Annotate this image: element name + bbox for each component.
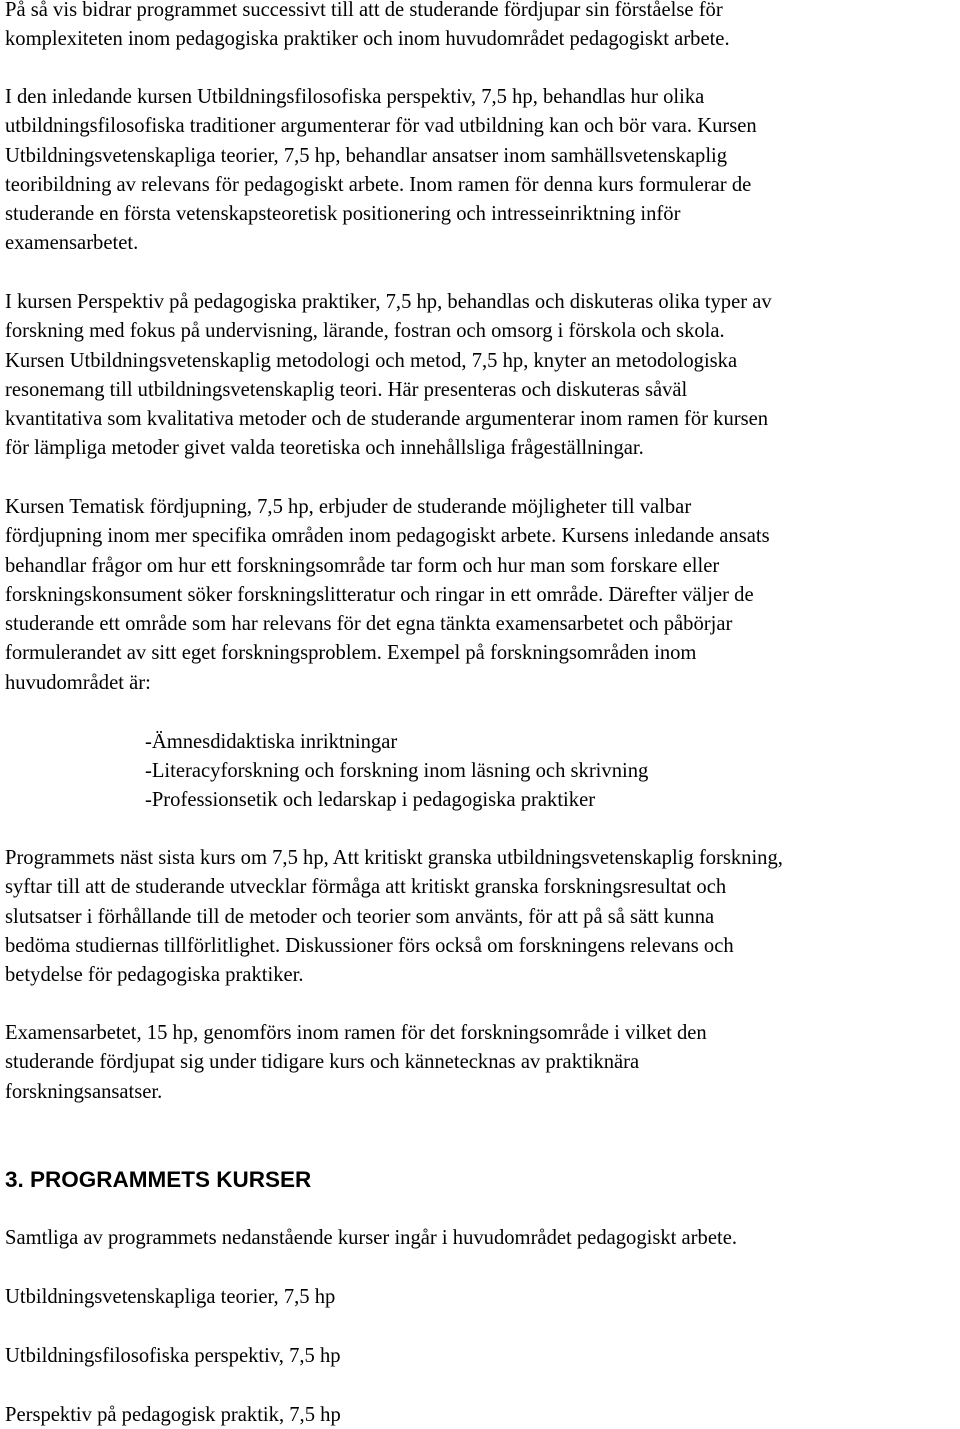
paragraph-degree-project (5, 1019, 960, 1107)
text-line: Examensarbetet, 15 hp, genomförs inom ramen för det forskningsområde i vilket den (5, 1022, 707, 1044)
course-item: Perspektiv på pedagogisk praktik, 7,5 hp (5, 1404, 341, 1426)
text-line: syftar till att de studerande utvecklar förmåga att kritiskt granska forskningsresultat och (5, 876, 727, 899)
text-line: för lämpliga metoder givet valda teoretiska och innehållsliga frågeställningar. (5, 437, 644, 460)
paragraph-thematic-deepening (5, 493, 960, 698)
list-item: -Literacyforskning och forskning inom läsning och skrivning (145, 760, 649, 782)
paragraph-pedagogical-practice-courses (5, 288, 960, 464)
list-item: -Ämnesdidaktiska inriktningar (145, 731, 398, 753)
text-line: studerande en första vetenskapsteoretisk positionering och intresseinriktning inför (5, 203, 681, 226)
text-line: betydelse för pedagogiska praktiker. (5, 964, 304, 987)
text-line: forskningsansatser. (5, 1080, 163, 1103)
text-line: utbildningsfilosofiska traditioner argumenterar för vad utbildning kan och bör vara. Kursen (5, 115, 757, 138)
paragraph-program-deepening (5, 0, 960, 55)
section-heading: 3. PROGRAMMETS KURSER (5, 1167, 312, 1192)
course-item: Utbildningsvetenskapliga teorier, 7,5 hp (5, 1286, 336, 1308)
text-line: studerande fördjupat sig under tidigare kurs och kännetecknas av praktiknära (5, 1051, 640, 1074)
text-line: I kursen Perspektiv på pedagogiska praktiker, 7,5 hp, behandlas och diskuteras olika typer av (5, 291, 772, 313)
text-line: I den inledande kursen Utbildningsfilosofiska perspektiv, 7,5 hp, behandlas hur olika (5, 86, 705, 108)
text-line: Kursen Utbildningsvetenskaplig metodologi och metod, 7,5 hp, knyter an metodologiska (5, 349, 738, 372)
text-line: teoribildning av relevans för pedagogiskt arbete. Inom ramen för denna kurs formulerar de (5, 173, 752, 196)
text-line: behandlar frågor om hur ett forskningsområde tar form och hur man som forskare eller (5, 554, 720, 577)
text-line: Programmets näst sista kurs om 7,5 hp, Att kritiskt granska utbildningsvetenskaplig forskning, (5, 847, 783, 869)
text-line: formulerandet av sitt eget forskningsproblem. Exempel på forskningsområden inom (5, 642, 697, 665)
paragraph-critical-review-course (5, 844, 960, 990)
text-line: resonemang till utbildningsvetenskaplig teori. Här presenteras och diskuteras såväl (5, 378, 688, 401)
course-item: Utbildningsfilosofiska perspektiv, 7,5 hp (5, 1345, 341, 1367)
text-line: huvudområdet är: (5, 671, 151, 694)
text-line: bedöma studiernas tillförlitlighet. Diskussioner förs också om forskningens relevans och (5, 934, 734, 957)
text-line: kvantitativa som kvalitativa metoder och de studerande argumenterar inom ramen för kursen (5, 408, 769, 431)
list-item: -Professionsetik och ledarskap i pedagogiska praktiker (145, 789, 596, 811)
text-line: slutsatser i förhållande till de metoder och teorier som använts, för att på så sätt kunna (5, 905, 715, 928)
text-line: fördjupning inom mer specifika områden inom pedagogiskt arbete. Kursens inledande ansats (5, 525, 770, 548)
text-line: forskning med fokus på undervisning, lärande, fostran och omsorg i förskola och skola. (5, 320, 725, 343)
text-line: studerande ett område som har relevans för det egna tänkta examensarbetet och påbörjar (5, 613, 733, 636)
research-area-examples (145, 728, 648, 815)
section-intro: Samtliga av programmets nedanstående kurser ingår i huvudområdet pedagogiskt arbete. (5, 1227, 737, 1249)
text-line: Utbildningsvetenskapliga teorier, 7,5 hp, behandlar ansatser inom samhällsvetenskaplig (5, 144, 728, 167)
paragraph-introductory-courses (5, 83, 960, 259)
text-line: forskningskonsument söker forskningslitteratur och ringar in ett område. Därefter väljer de (5, 583, 754, 606)
text-line: Kursen Tematisk fördjupning, 7,5 hp, erbjuder de studerande möjligheter till valbar (5, 496, 692, 518)
text-line: examensarbetet. (5, 232, 139, 255)
text-line: komplexiteten inom pedagogiska praktiker och inom huvudområdet pedagogiskt arbete. (5, 28, 730, 51)
text-line: På så vis bidrar programmet successivt till att de studerande fördjupar sin förståelse för (5, 0, 723, 21)
